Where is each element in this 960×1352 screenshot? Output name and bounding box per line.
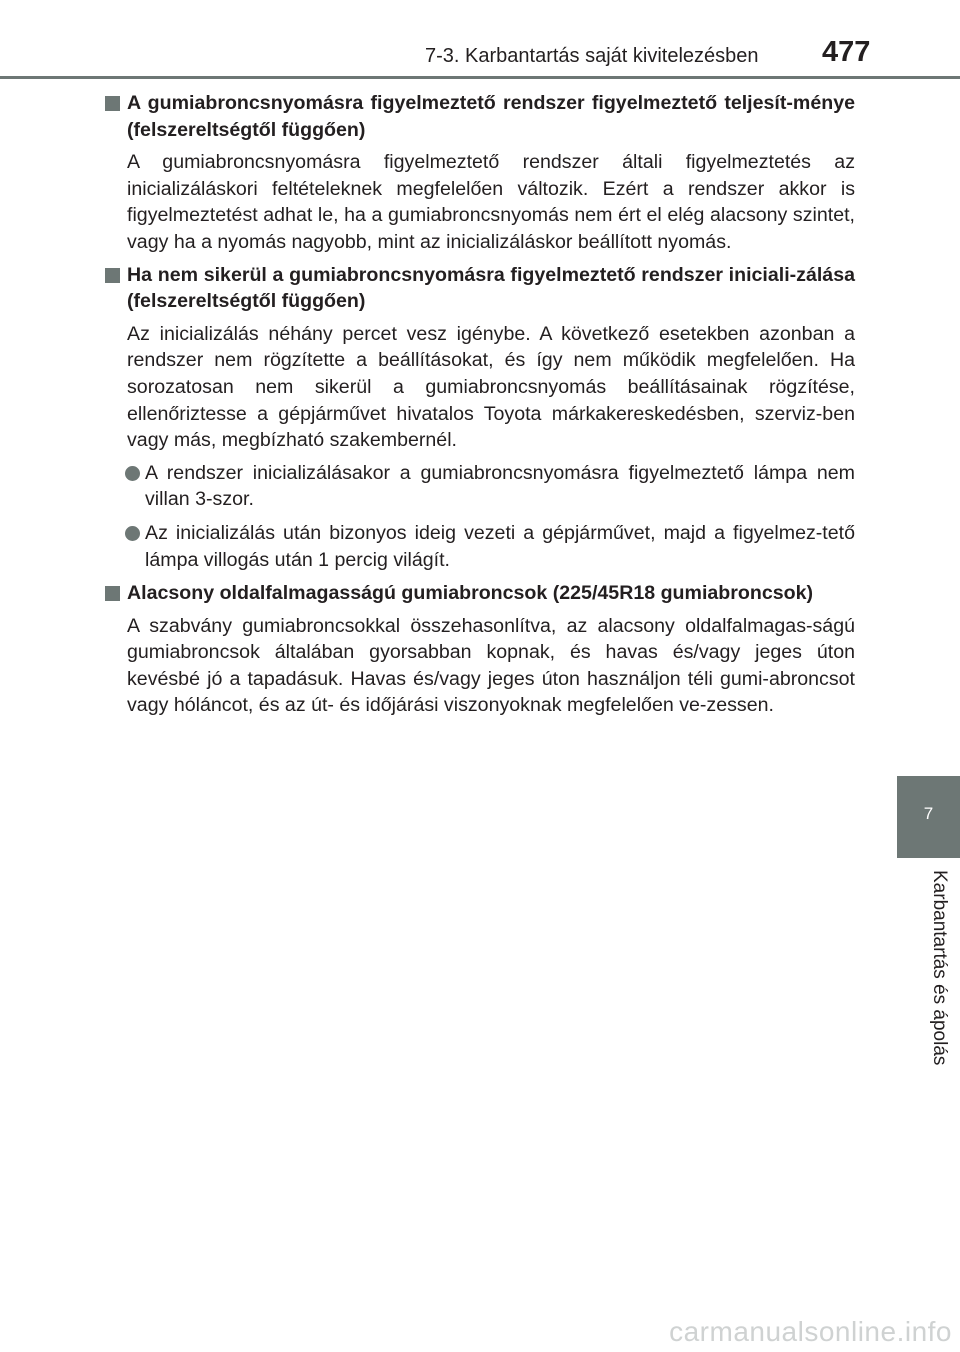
circle-bullet-icon bbox=[125, 526, 140, 541]
square-bullet-icon bbox=[105, 586, 120, 601]
list-item bbox=[103, 520, 855, 573]
section-paragraph: Az inicializálás néhány percet vesz igénybe. A következő esetekben azonban a rendszer nem rögzítette a beállításokat, és így nem működik megfelelően. Ha sorozatosan nem sikerül a gumiabroncsnyomás beállításainak rögzítése, ellenőriztesse a gépjárművet hivatalos Toyota márkakereskedésben, szerviz-ben vagy más, megbízható szakembernél. bbox=[127, 322, 855, 452]
header-rule bbox=[0, 76, 960, 79]
section-tpms-initialization-failure bbox=[103, 262, 855, 574]
section-paragraph: A szabvány gumiabroncsokkal összehasonlítva, az alacsony oldalfalmagas-ságú gumiabroncsok általában gyorsabban kopnak, és havas és/vagy jeges úton kevésbé jó a tapadásuk. Havas és/vagy jeges úton használjon téli gumi-abroncsot vagy hóláncot, és az út- és időjárási viszonyoknak megfelelően ve-zessen. bbox=[127, 614, 855, 717]
square-bullet-icon bbox=[105, 268, 120, 283]
section-low-profile-tires bbox=[103, 580, 855, 719]
square-bullet-icon bbox=[105, 96, 120, 111]
section-heading-text: A gumiabroncsnyomásra figyelmeztető rendszer figyelmeztető teljesít-ménye (felszereltségtől függően) bbox=[127, 92, 855, 141]
section-paragraph: A gumiabroncsnyomásra figyelmeztető rendszer általi figyelmeztetés az inicializáláskori feltételeknek megfelelően változik. Ezért a rendszer akkor is figyelmeztetést adhat le, ha a gumiabroncsnyomás nem ért el elég alacsony szintet, vagy ha a nyomás nagyobb, mint az inicializáláskor beállított nyomás. bbox=[127, 151, 855, 253]
page-number: 477 bbox=[822, 36, 871, 68]
page-header bbox=[0, 0, 960, 80]
list-item-text: Az inicializálás után bizonyos ideig vezeti a gépjárművet, majd a figyelmez-tető lámpa villogás után 1 percig világít. bbox=[145, 521, 855, 571]
watermark: carmanualsonline.info bbox=[669, 1316, 952, 1347]
main-content bbox=[103, 90, 855, 725]
chapter-number: 7 bbox=[923, 804, 934, 823]
list-item bbox=[103, 460, 855, 513]
circle-bullet-icon bbox=[125, 466, 140, 481]
section-heading-text: Alacsony oldalfalmagasságú gumiabroncsok (225/45R18 gumiabroncsok) bbox=[127, 582, 814, 605]
section-heading-text: Ha nem sikerül a gumiabroncsnyomásra figyelmeztető rendszer iniciali-zálása (felszereltségtől függően) bbox=[127, 263, 855, 313]
chapter-tab bbox=[897, 776, 960, 858]
section-heading bbox=[103, 262, 855, 315]
list-item-text: A rendszer inicializálásakor a gumiabroncsnyomásra figyelmeztető lámpa nem villan 3-szor. bbox=[145, 461, 855, 511]
section-tpms-performance bbox=[103, 90, 855, 256]
section-heading bbox=[103, 580, 855, 607]
header-title: 7-3. Karbantartás saját kivitelezésben bbox=[425, 45, 759, 67]
chapter-label: Karbantartás és ápolás bbox=[929, 870, 950, 1066]
section-heading bbox=[103, 90, 855, 143]
